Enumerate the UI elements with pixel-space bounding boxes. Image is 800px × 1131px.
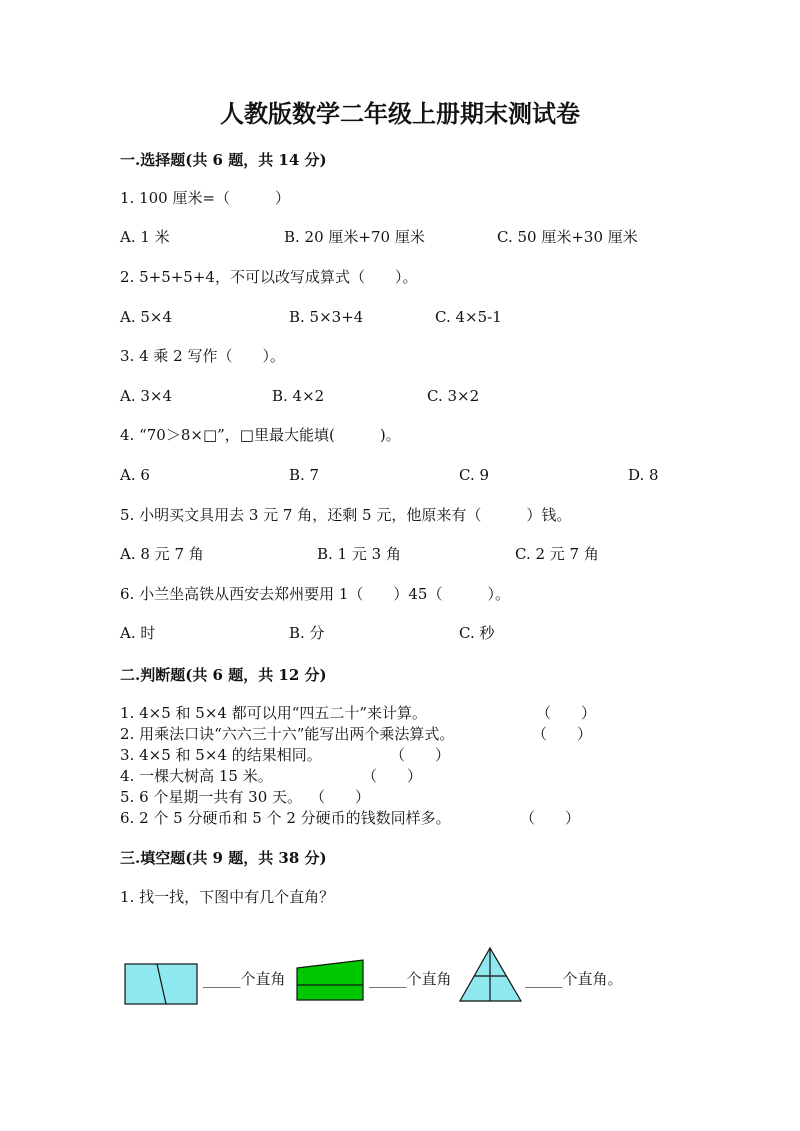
question-stem: 1. 100 厘米=（ ）	[120, 189, 291, 207]
judge-item: 3. 4×5 和 5×4 的结果相同。	[120, 746, 322, 764]
rectangle-figure	[125, 964, 197, 1004]
judge-item: 4. 一棵大树高 15 米。	[120, 767, 273, 785]
judge-item: 6. 2 个 5 分硬币和 5 个 2 分硬币的钱数同样多。	[120, 809, 451, 827]
fill-blank[interactable]: _____个直角。	[525, 970, 623, 988]
section-heading-judge: 二.判断题(共 6 题，共 12 分)	[120, 666, 327, 684]
judge-item: 1. 4×5 和 5×4 都可以用“四五二十”来计算。	[120, 704, 428, 722]
option: A. 3×4	[120, 387, 173, 405]
question-stem: 5. 小明买文具用去 3 元 7 角，还剩 5 元，他原来有（ ）钱。	[120, 506, 572, 524]
judge-item: 2. 用乘法口诀“六六三十六”能写出两个乘法算式。	[120, 725, 455, 743]
option: C. 秒	[459, 624, 495, 642]
option: C. 4×5-1	[435, 308, 502, 326]
answer-bracket[interactable]: （ ）	[536, 704, 597, 722]
option: C. 9	[459, 466, 490, 484]
section-heading-choice: 一.选择题(共 6 题，共 14 分)	[120, 151, 327, 169]
option: B. 分	[289, 624, 325, 642]
option: C. 2 元 7 角	[515, 545, 599, 563]
option: B. 7	[289, 466, 320, 484]
option: A. 5×4	[120, 308, 173, 326]
judge-item: 5. 6 个星期一共有 30 天。	[120, 788, 303, 806]
page-title: 人教版数学二年级上册期末测试卷	[220, 99, 580, 128]
option: C. 3×2	[427, 387, 480, 405]
triangle-figure	[460, 948, 521, 1001]
option: B. 5×3+4	[289, 308, 364, 326]
question-stem: 2. 5+5+5+4，不可以改写成算式（ ）。	[120, 268, 418, 286]
trapezoid-figure	[297, 960, 363, 1000]
fill-blank[interactable]: _____个直角	[203, 970, 286, 988]
option: A. 1 米	[120, 228, 170, 246]
option: A. 8 元 7 角	[120, 545, 204, 563]
option: B. 20 厘米+70 厘米	[284, 228, 425, 246]
answer-bracket[interactable]: （ ）	[520, 809, 581, 827]
answer-bracket[interactable]: （ ）	[310, 788, 371, 806]
option: A. 6	[120, 466, 150, 484]
section-heading-fill: 三.填空题(共 9 题，共 38 分)	[120, 849, 327, 867]
option: A. 时	[120, 624, 156, 642]
option: B. 4×2	[272, 387, 325, 405]
question-stem: 6. 小兰坐高铁从西安去郑州要用 1（ ）45（ ）。	[120, 585, 510, 603]
answer-bracket[interactable]: （ ）	[362, 767, 423, 785]
question-stem: 1. 找一找，下图中有几个直角？	[120, 888, 335, 906]
option: C. 50 厘米+30 厘米	[497, 228, 638, 246]
answer-bracket[interactable]: （ ）	[390, 746, 451, 764]
option: B. 1 元 3 角	[317, 545, 401, 563]
fill-blank[interactable]: _____个直角	[369, 970, 452, 988]
answer-bracket[interactable]: （ ）	[532, 725, 593, 743]
option: D. 8	[628, 466, 659, 484]
question-stem: 3. 4 乘 2 写作（ ）。	[120, 347, 285, 365]
question-stem: 4. “70＞8×□”，□里最大能填( )。	[120, 426, 401, 444]
